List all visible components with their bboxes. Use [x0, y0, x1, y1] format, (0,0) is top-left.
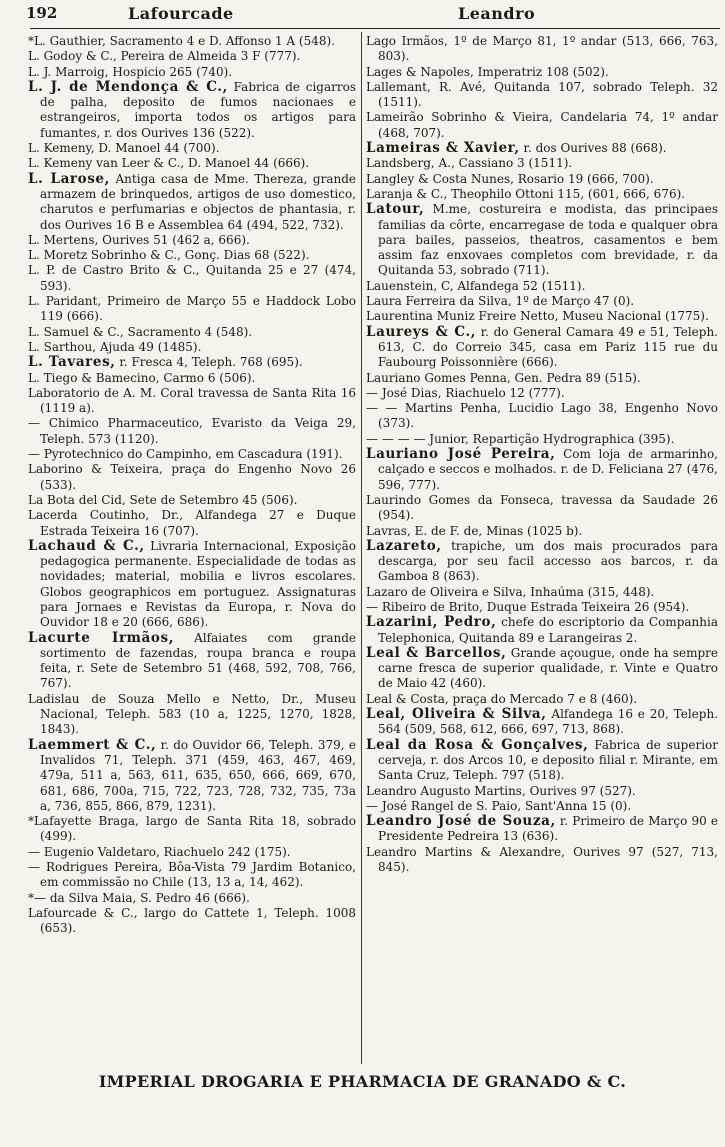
directory-entry	[366, 65, 718, 80]
directory-entry	[28, 692, 356, 738]
entry-text: Com loja de armarinho, calçado e seccos e molhados. r. de D. Feliciana 27 (476, 596, 777).	[378, 447, 718, 492]
entry-text: Leandro Martins & Alexandre, Ourives 97 (527, 713, 845).	[366, 844, 718, 875]
entry-heading: L. Tavares,	[28, 354, 116, 371]
directory-entry	[28, 34, 356, 49]
directory-entry	[366, 799, 718, 814]
entry-heading: Laemmert & C.,	[28, 736, 157, 753]
directory-entry	[28, 906, 356, 937]
entry-text: L. Kemeny van Leer & C., D. Manoel 44 (666).	[28, 156, 310, 171]
running-head-left: Lafourcade	[128, 4, 234, 23]
footer-advertisement: IMPERIAL DROGARIA E PHARMACIA DE GRANADO & C.	[98, 1072, 627, 1091]
directory-entry	[366, 141, 718, 156]
entry-heading: Laureys & C.,	[366, 323, 477, 340]
entry-text: L. Moretz Sobrinho & C., Gonç. Dias 68 (522).	[28, 248, 310, 263]
directory-entry	[366, 646, 718, 692]
entry-text: Lameirão Sobrinho & Vieira, Candelaria 74, 1º andar (468, 707).	[366, 110, 718, 140]
entry-text: Laurentina Muniz Freire Netto, Museu Nacional (1775).	[366, 309, 709, 324]
directory-entry	[366, 432, 718, 447]
entry-text: — — Martins Penha, Lucidio Lago 38, Engenho Novo (373).	[366, 401, 718, 431]
directory-entry	[366, 325, 718, 371]
entry-heading: Leal da Rosa & Gonçalves,	[366, 736, 589, 753]
directory-entry	[28, 845, 356, 860]
page-number: 192	[26, 4, 58, 22]
entry-text: La Bota del Cid, Sete de Setembro 45 (506).	[28, 492, 298, 507]
directory-entry	[366, 524, 718, 539]
left-column	[28, 34, 356, 1064]
directory-entry	[28, 325, 356, 340]
entry-text: Lafourcade & C., largo do Cattete 1, Teleph. 1008 (653).	[28, 905, 356, 936]
directory-entry	[28, 49, 356, 64]
entry-text: — Chimico Pharmaceutico, Evaristo da Veiga 29, Teleph. 573 (1120).	[28, 416, 356, 446]
directory-entry	[28, 156, 356, 171]
directory-entry	[366, 386, 718, 401]
entry-text: Ladislau de Souza Mello e Netto, Dr., Museu Nacional, Teleph. 583 (10 a, 1225, 1270, 1828, 1843).	[28, 691, 356, 737]
entry-heading: Lachaud & C.,	[28, 537, 145, 554]
directory-entry	[28, 294, 356, 325]
directory-entry	[28, 141, 356, 156]
entry-text: Laborino & Teixeira, praça do Engenho Novo 26 (533).	[28, 462, 356, 492]
entry-text: r. Fresca 4, Teleph. 768 (695).	[115, 355, 303, 370]
entry-heading: Leandro José de Souza,	[366, 813, 556, 830]
entry-text: L. Mertens, Ourives 51 (462 a, 666).	[28, 232, 250, 247]
entry-text: Fabrica de cigarros de palha, deposito de fumos nacionaes e estrangeiros, importa todos os artigos para fumantes, r. dos Ourives 136 (522).	[40, 79, 356, 140]
entry-text: Laboratorio de A. M. Coral travessa de Santa Rita 16 (1119 a).	[28, 385, 356, 416]
directory-entry	[28, 462, 356, 493]
entry-text: — Pyrotechnico do Campinho, em Cascadura (191).	[28, 447, 343, 462]
entry-text: r. do General Camara 49 e 51, Teleph. 613, C. do Correio 345, casa em Pariz 115 rue du Faubourg Poissonnière (666).	[378, 324, 718, 370]
directory-entry	[366, 371, 718, 386]
directory-entry	[366, 539, 718, 585]
directory-entry	[366, 34, 718, 65]
entry-text: Lago Irmãos, 1º de Março 81, 1º andar (513, 666, 763, 803).	[366, 34, 718, 64]
directory-entry	[28, 233, 356, 248]
entry-text: L. Kemeny, D. Manoel 44 (700).	[28, 141, 220, 156]
entry-text: Lavras, E. de F. de, Minas (1025 b).	[366, 523, 583, 538]
directory-entry	[28, 447, 356, 462]
directory-entry	[28, 80, 356, 141]
entry-text: r. dos Ourives 88 (668).	[519, 141, 667, 156]
right-column	[366, 34, 718, 1064]
directory-entry	[28, 416, 356, 447]
entry-text: — — — — Junior, Repartição Hydrographica (395).	[366, 431, 675, 446]
entry-heading: L. J. de Mendonça & C.,	[28, 78, 228, 95]
entry-text: — Eugenio Valdetaro, Riachuelo 242 (175).	[28, 844, 291, 859]
entry-text: — José Rangel de S. Paio, Sant'Anna 15 (0).	[366, 798, 632, 813]
directory-entry	[28, 355, 356, 370]
directory-entry	[366, 600, 718, 615]
directory-entry	[366, 187, 718, 202]
entry-heading: Lacurte Irmãos,	[28, 629, 174, 646]
entry-text: — Rodrigues Pereira, Bôa-Vista 79 Jardim Botanico, em commissão no Chile (13, 13 a, 14, 462).	[28, 860, 356, 890]
directory-entry	[366, 279, 718, 294]
directory-entry	[28, 738, 356, 814]
entry-heading: Latour,	[366, 201, 425, 218]
directory-entry	[366, 845, 718, 876]
directory-entry	[366, 585, 718, 600]
entry-text: Lallemant, R. Avé, Quitanda 107, sobrado Teleph. 32 (1511).	[366, 79, 718, 110]
entry-text: Lauenstein, C, Alfandega 52 (1511).	[366, 278, 586, 293]
entry-text: Antiga casa de Mme. Thereza, grande armazem de brinquedos, artigos de uso domestico, charutos e perfumarias e objectos de phantasia, r. dos Ourives 16 B e Assemblea 64 (494, 522, 732).	[40, 171, 356, 232]
directory-entry	[366, 202, 718, 278]
entry-text: Laurindo Gomes da Fonseca, travessa da Saudade 26 (954).	[366, 492, 718, 523]
entry-text: L. P. de Castro Brito & C., Quitanda 25 e 27 (474, 593).	[28, 263, 356, 293]
entry-text: — Ribeiro de Brito, Duque Estrada Teixeira 26 (954).	[366, 599, 690, 614]
directory-entry	[366, 784, 718, 799]
directory-entry	[28, 891, 356, 906]
entry-text: Langley & Costa Nunes, Rosario 19 (666, 700).	[366, 171, 654, 186]
directory-entry	[28, 860, 356, 891]
directory-entry	[28, 65, 356, 80]
entry-text: L. J. Marroig, Hospicio 265 (740).	[28, 64, 233, 79]
directory-entry	[366, 738, 718, 784]
directory-entry	[28, 539, 356, 631]
entry-text: *Lafayette Braga, largo de Santa Rita 18, sobrado (499).	[28, 814, 356, 844]
directory-entry	[366, 156, 718, 171]
entry-text: trapiche, um dos mais procurados para descarga, por seu facil accesso aos barcos, r. da Gamboa 8 (863).	[378, 538, 718, 584]
running-head-right: Leandro	[458, 4, 536, 23]
entry-text: Lages & Napoles, Imperatriz 108 (502).	[366, 64, 609, 79]
entry-text: Lauriano Gomes Penna, Gen. Pedra 89 (515).	[366, 370, 641, 385]
directory-entry	[366, 493, 718, 524]
entry-text: Lazaro de Oliveira e Silva, Inhaúma (315, 448).	[366, 584, 655, 599]
entry-text: Landsberg, A., Cassiano 3 (1511).	[366, 156, 573, 171]
entry-text: Laura Ferreira da Silva, 1º de Março 47 (0).	[366, 294, 635, 309]
directory-entry	[366, 80, 718, 111]
entry-text: Laranja & C., Theophilo Ottoni 115, (601, 666, 676).	[366, 186, 686, 201]
entry-text: r. do Ouvidor 66, Teleph. 379, e Invalidos 71, Teleph. 371 (459, 463, 467, 469, 479a, 511 a, 563, 611, 635, 650, 666, 669, 670, 681, 686, 700a, 715, 722, 723, 728, 732, 735, 73a a, 736, 855, 866, 879, 1231).	[40, 737, 356, 813]
entry-text: L. Godoy & C., Pereira de Almeida 3 F (777).	[28, 49, 301, 64]
directory-entry	[28, 386, 356, 417]
entry-text: — José Dias, Riachuelo 12 (777).	[366, 385, 565, 400]
page-header	[0, 4, 725, 26]
entry-heading: Leal, Oliveira & Silva,	[366, 706, 547, 723]
entry-heading: Lazarini, Pedro,	[366, 614, 497, 631]
entry-text: Alfaiates com grande sortimento de fazendas, roupa branca e roupa feita, r. Sete de Setembro 51 (468, 592, 708, 766, 767).	[40, 630, 356, 691]
entry-text: L. Sarthou, Ajuda 49 (1485).	[28, 339, 202, 354]
header-rule	[30, 28, 720, 29]
entry-text: Lacerda Coutinho, Dr., Alfandega 27 e Duque Estrada Teixeira 16 (707).	[28, 508, 356, 538]
directory-entry	[366, 401, 718, 432]
entry-text: *— da Silva Maia, S. Pedro 46 (666).	[28, 890, 250, 905]
directory-entry	[366, 615, 718, 646]
column-divider	[361, 32, 362, 1064]
directory-entry	[28, 263, 356, 294]
entry-heading: Lazareto,	[366, 537, 442, 554]
entry-text: chefe do escriptorio da Companhia Telephonica, Quitanda 89 e Larangeiras 2.	[378, 615, 718, 645]
directory-entry	[28, 493, 356, 508]
directory-entry	[28, 631, 356, 692]
entry-heading: L. Larose,	[28, 170, 110, 187]
directory-entry	[366, 110, 718, 141]
directory-entry	[28, 814, 356, 845]
directory-entry	[366, 294, 718, 309]
entry-heading: Lauriano José Pereira,	[366, 446, 556, 463]
directory-entry	[28, 508, 356, 539]
entry-heading: Lameiras & Xavier,	[366, 140, 520, 157]
directory-entry	[366, 707, 718, 738]
entry-text: Livraria Internacional, Exposição pedagogica permanente. Especialidade de todas as novidades; material, mobilia e livros escolares. Globos geographicos em portuguez. Assignaturas para Jornaes e Revistas da Europa, r. Nova do Ouvidor 18 e 20 (666, 686).	[40, 538, 356, 630]
directory-entry	[28, 248, 356, 263]
entry-text: *L. Gauthier, Sacramento 4 e D. Affonso 1 A (548).	[28, 34, 335, 48]
directory-entry	[366, 814, 718, 845]
directory-entry	[366, 447, 718, 493]
directory-entry	[366, 309, 718, 324]
entry-text: L. Samuel & C., Sacramento 4 (548).	[28, 324, 253, 339]
directory-entry	[366, 172, 718, 187]
entry-text: Fabrica de superior cerveja, r. dos Arcos 10, e deposito filial r. Mirante, em Santa Cruz, Teleph. 797 (518).	[378, 737, 718, 783]
entry-text: L. Tiego & Bamecino, Carmo 6 (506).	[28, 370, 256, 385]
directory-entry	[366, 692, 718, 707]
directory-entry	[28, 371, 356, 386]
entry-text: Grande açougue, onde ha sempre carne fresca de superior qualidade, r. Vinte e Quatro de Maio 42 (460).	[378, 645, 718, 691]
entry-heading: Leal & Barcellos,	[366, 644, 507, 661]
directory-entry	[28, 172, 356, 233]
entry-text: M.me, costureira e modista, das principaes familias da côrte, encarregase de toda e qualquer obra para bailes, passeios, theatros, casamentos e bem assim faz enxovaes completos com brevidade, r. da Quitanda 53, sobrado (711).	[378, 202, 718, 278]
entry-text: Leal & Costa, praça do Mercado 7 e 8 (460).	[366, 691, 638, 706]
entry-text: Leandro Augusto Martins, Ourives 97 (527).	[366, 783, 636, 798]
directory-entry	[28, 340, 356, 355]
entry-text: L. Paridant, Primeiro de Março 55 e Haddock Lobo 119 (666).	[28, 294, 356, 324]
entry-text: r. Primeiro de Março 90 e Presidente Pedreira 13 (636).	[378, 814, 718, 844]
entry-text: Alfandega 16 e 20, Teleph. 564 (509, 568, 612, 666, 697, 713, 868).	[378, 707, 718, 737]
